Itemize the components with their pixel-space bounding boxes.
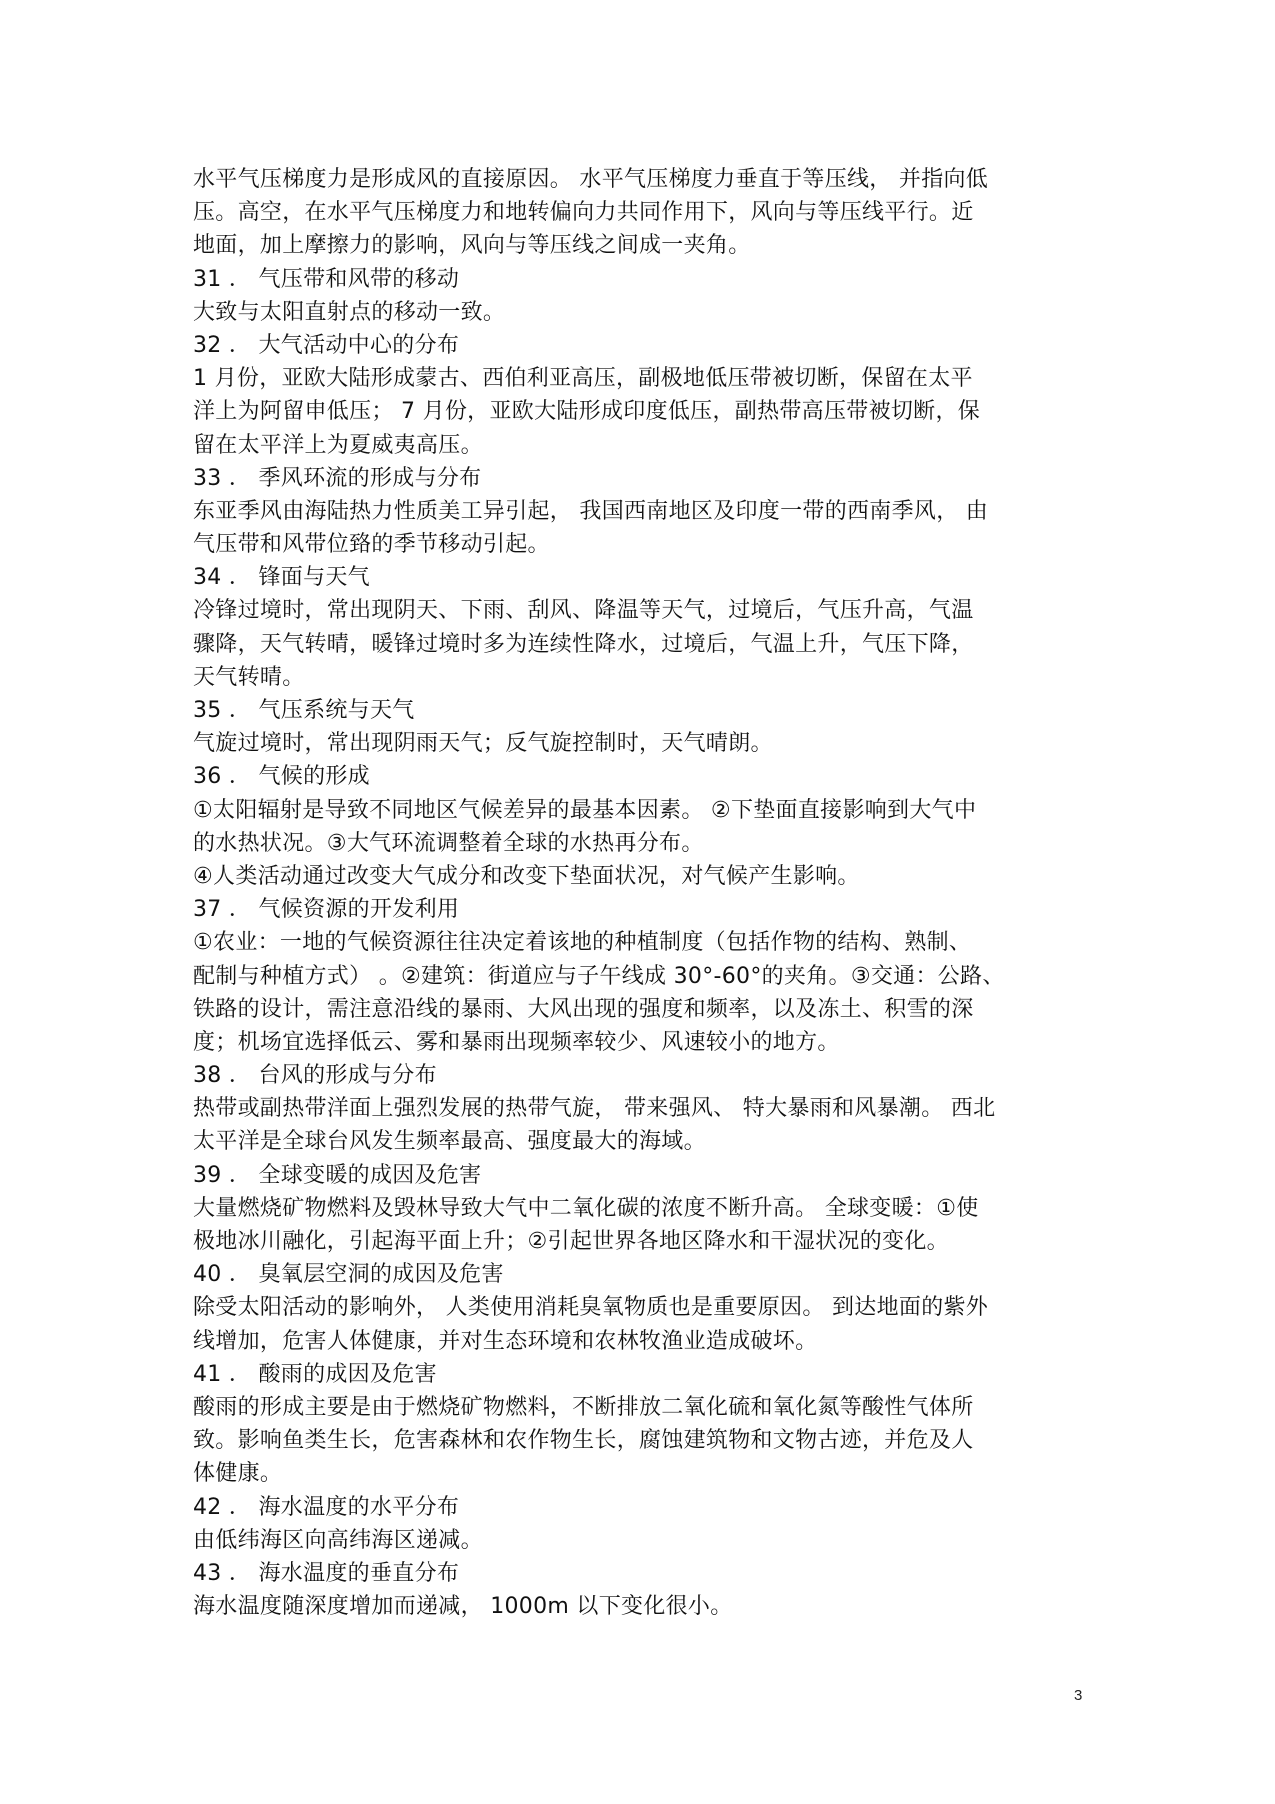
section-heading: 38 ． 台风的形成与分布 <box>193 1063 437 1089</box>
text-line: 极地冰川融化，引起海平面上升；②引起世界各地区降水和干湿状况的变化。 <box>193 1229 949 1254</box>
section-heading: 43 ． 海水温度的垂直分布 <box>193 1560 460 1586</box>
text-line: 太平洋是全球台风发生频率最高、强度最大的海域。 <box>193 1129 706 1155</box>
section-heading: 32 ． 大气活动中心的分布 <box>193 332 460 358</box>
text-line: 配制与种植方式） 。②建筑：街道应与子午线成 30°-60°的夹角。③交通：公路、 <box>193 963 1005 989</box>
text-line: 线增加，危害人体健康，并对生态环境和农林牧渔业造成破坏。 <box>193 1328 818 1354</box>
text-line: 骤降，天气转晴，暖锋过境时多为连续性降水，过境后，气温上升，气压下降， <box>193 631 974 657</box>
text-line: 东亚季风由海陆热力性质美工异引起， 我国西南地区及印度一带的西南季风， 由 <box>193 498 989 524</box>
text-line: ①太阳辐射是导致不同地区气候差异的最基本因素。 ②下垫面直接影响到大气中 <box>193 797 977 823</box>
text-line: 大量燃烧矿物燃料及毁林导致大气中二氧化碳的浓度不断升高。 全球变暖：①使 <box>193 1195 979 1221</box>
text-line: 地面，加上摩擦力的影响，风向与等压线之间成一夹角。 <box>193 233 751 259</box>
text-line: 热带或副热带洋面上强烈发展的热带气旋， 带来强风、 特大暴雨和风暴潮。 西北 <box>193 1096 996 1122</box>
text-line: 体健康。 <box>193 1461 283 1487</box>
text-line: 气压带和风带位臵的季节移动引起。 <box>193 532 550 558</box>
text-line: 洋上为阿留申低压； 7 月份，亚欧大陆形成印度低压，副热带高压带被切断，保 <box>193 399 981 425</box>
text-line: ①农业：一地的气候资源往往决定着该地的种植制度（包括作物的结构、熟制、 <box>193 930 972 956</box>
page-content <box>193 163 1093 1623</box>
section-heading: 41 ． 酸雨的成因及危害 <box>193 1361 437 1387</box>
text-line: 天气转晴。 <box>193 664 305 690</box>
text-line: 1 月份，亚欧大陆形成蒙古、西伯利亚高压，副极地低压带被切断，保留在太平 <box>193 366 973 392</box>
section-heading: 39 ． 全球变暖的成因及危害 <box>193 1162 482 1188</box>
text-line: 气旋过境时，常出现阴雨天气；反气旋控制时，天气晴朗。 <box>193 731 773 757</box>
text-line: 压。高空，在水平气压梯度力和地转偏向力共同作用下，风向与等压线平行。近 <box>193 200 974 226</box>
section-heading: 40 ． 臭氧层空洞的成因及危害 <box>193 1262 504 1288</box>
text-line: 铁路的设计，需注意沿线的暴雨、大风出现的强度和频率，以及冻土、积雪的深 <box>193 996 974 1022</box>
section-heading: 33 ． 季风环流的形成与分布 <box>193 465 482 491</box>
text-line: 的水热状况。③大气环流调整着全球的水热再分布。 <box>193 830 704 856</box>
section-heading: 35 ． 气压系统与天气 <box>193 698 415 723</box>
text-line: 度；机场宜选择低云、雾和暴雨出现频率较少、风速较小的地方。 <box>193 1029 840 1055</box>
section-heading: 42 ． 海水温度的水平分布 <box>193 1494 460 1520</box>
text-line: 大致与太阳直射点的移动一致。 <box>193 299 506 325</box>
text-line: 留在太平洋上为夏威夷高压。 <box>193 432 483 458</box>
text-line: 酸雨的形成主要是由于燃烧矿物燃料，不断排放二氧化硫和氧化氮等酸性气体所 <box>193 1394 974 1420</box>
page-number: 3 <box>1074 1687 1083 1704</box>
text-line: 除受太阳活动的影响外， 人类使用消耗臭氧物质也是重要原因。 到达地面的紫外 <box>193 1295 989 1321</box>
text-line: 海水温度随深度增加而递减， 1000m 以下变化很小。 <box>193 1594 733 1620</box>
section-heading: 34 ． 锋面与天气 <box>193 565 370 591</box>
section-heading: 31 ． 气压带和风带的移动 <box>193 266 460 292</box>
section-heading: 36 ． 气候的形成 <box>193 764 370 790</box>
text-line: 由低纬海区向高纬海区递减。 <box>193 1527 483 1553</box>
text-line: 冷锋过境时，常出现阴天、下雨、刮风、降温等天气，过境后，气压升高，气温 <box>193 598 974 624</box>
text-line: 致。影响鱼类生长，危害森林和农作物生长，腐蚀建筑物和文物古迹，并危及人 <box>193 1428 974 1454</box>
text-line: 水平气压梯度力是形成风的直接原因。 水平气压梯度力垂直于等压线， 并指向低 <box>193 167 989 192</box>
section-heading: 37 ． 气候资源的开发利用 <box>193 897 460 923</box>
text-line: ④人类活动通过改变大气成分和改变下垫面状况，对气候产生影响。 <box>193 863 860 889</box>
